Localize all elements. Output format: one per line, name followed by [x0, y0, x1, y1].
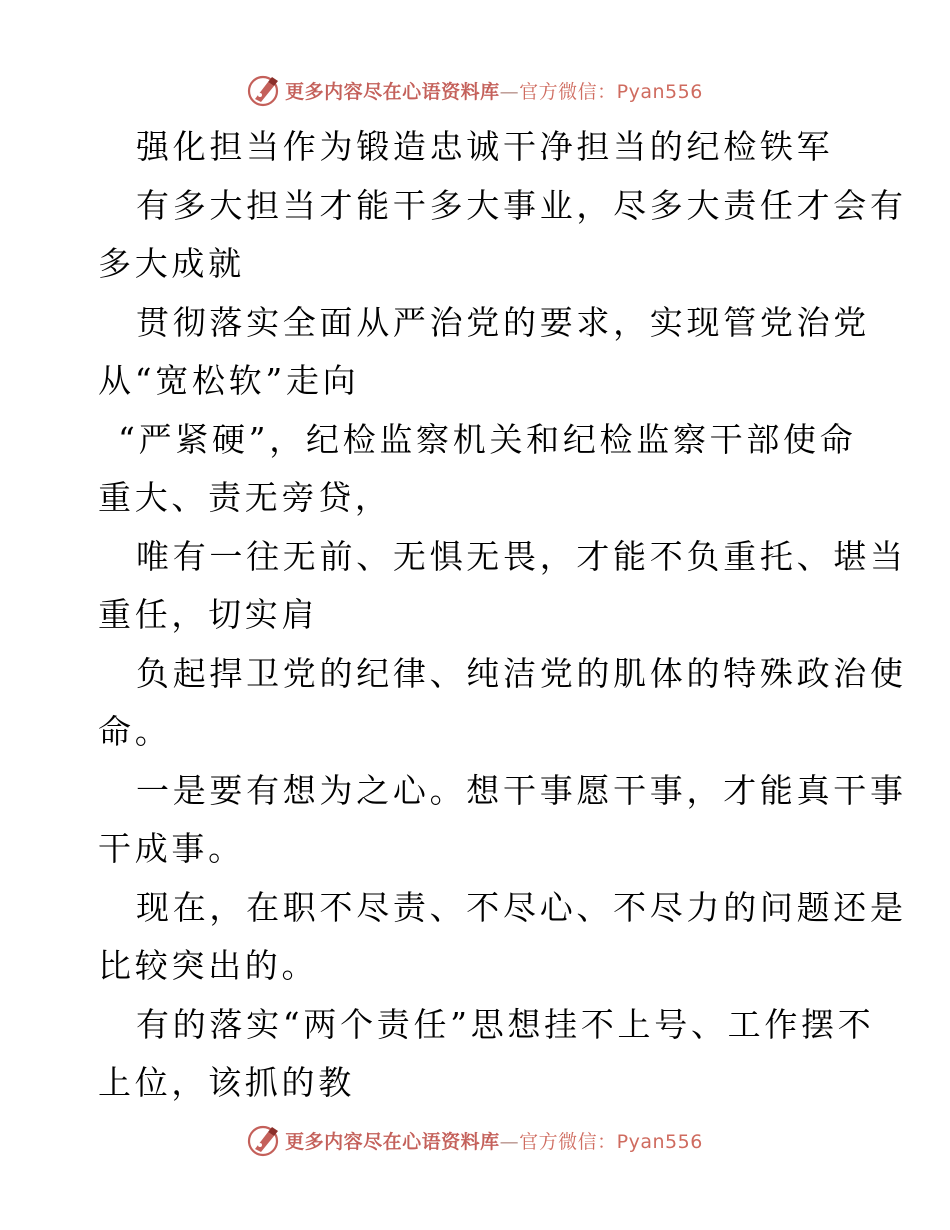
pen-nib-logo-icon [247, 1123, 281, 1157]
document-line: 有多大担当才能干多大事业，尽多大责任才会有 [136, 185, 907, 225]
document-line: 贯彻落实全面从严治党的要求，实现管党治党 [136, 302, 870, 342]
header-banner [0, 70, 950, 110]
banner-site-name: 更多内容尽在心语资料库 [285, 1130, 500, 1153]
footer-banner-text [285, 1127, 703, 1154]
banner-wechat: 官方微信：Pyan556 [519, 1130, 703, 1153]
document-line: 重大、责无旁贷， [98, 478, 392, 517]
document-line: 唯有一往无前、无惧无畏，才能不负重托、堪当 [136, 536, 907, 576]
document-body [98, 118, 907, 1113]
document-line: 现在，在职不尽责、不尽心、不尽力的问题还是 [136, 887, 907, 927]
banner-wechat: 官方微信：Pyan556 [519, 80, 703, 103]
document-line: 从“宽松软”走向 [98, 361, 360, 400]
document-line: 有的落实“两个责任”思想挂不上号、工作摆不 [136, 1004, 875, 1044]
document-line: 重任，切实肩 [98, 595, 319, 634]
document-line: 比较突出的。 [98, 946, 319, 985]
banner-dash: — [499, 80, 520, 103]
document-line: 一是要有想为之心。想干事愿干事，才能真干事 [136, 770, 907, 810]
document-line: 上位，该抓的教 [98, 1063, 355, 1102]
footer-banner [0, 1120, 950, 1160]
document-line: 命。 [98, 712, 172, 751]
document-line: “严紧硬”，纪检监察机关和纪检监察干部使命 [118, 419, 857, 459]
document-line: 强化担当作为锻造忠诚干净担当的纪检铁军 [136, 127, 834, 166]
document-line: 干成事。 [98, 829, 245, 868]
pen-nib-logo-icon [247, 73, 281, 107]
document-line: 多大成就 [98, 244, 245, 283]
header-banner-text [285, 77, 703, 104]
banner-site-name: 更多内容尽在心语资料库 [285, 80, 500, 103]
document-line: 负起捍卫党的纪律、纯洁党的肌体的特殊政治使 [136, 653, 907, 693]
banner-dash: — [499, 1130, 520, 1153]
